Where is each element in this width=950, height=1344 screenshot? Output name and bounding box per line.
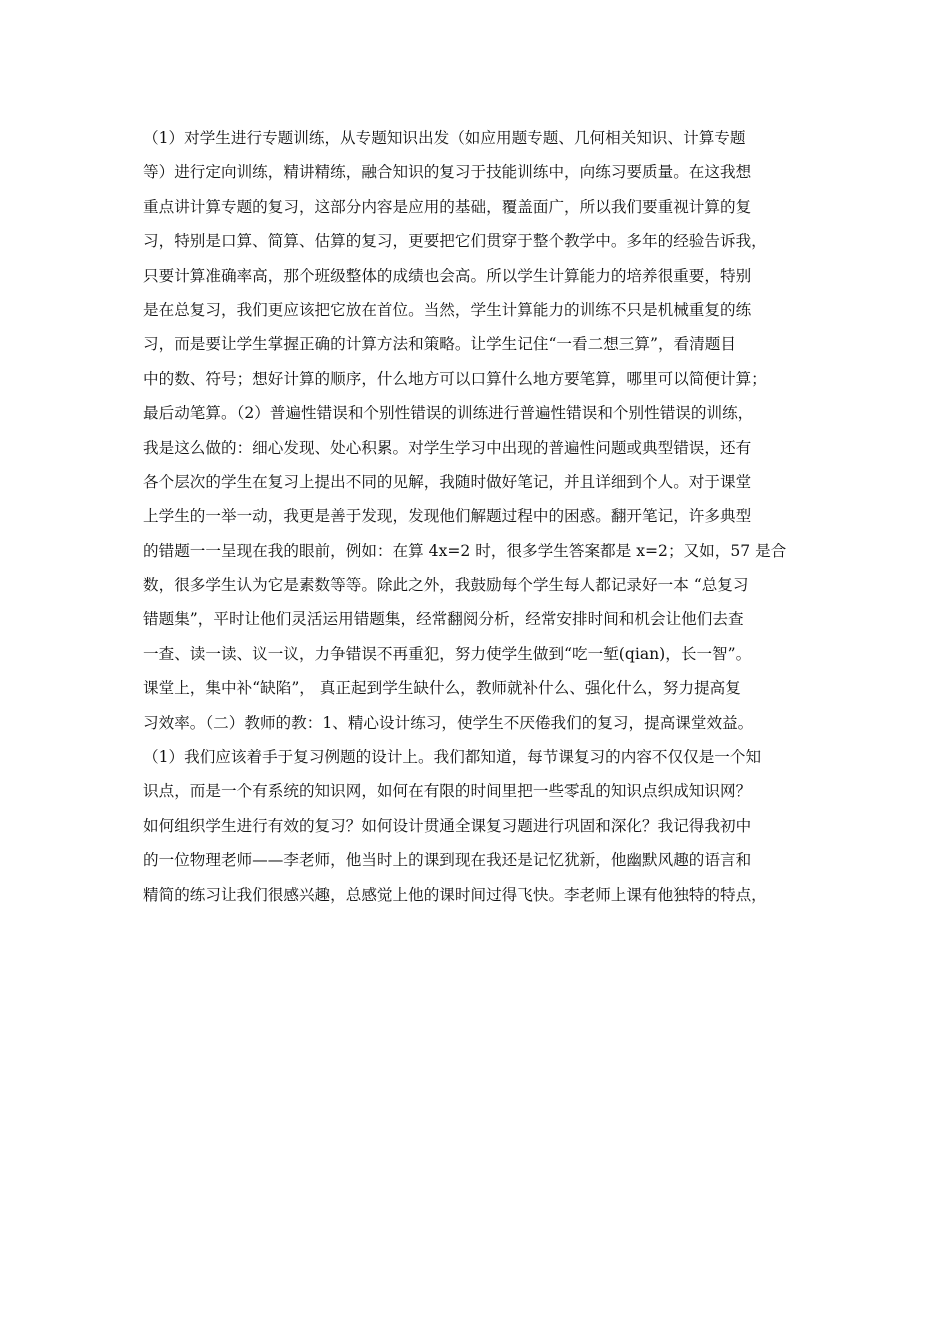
text-line: 等）进行定向训练，精讲精练，融合知识的复习于技能训练中，向练习要质量。在这我想 (143, 163, 752, 182)
text-line: 的错题一一呈现在我的眼前，例如：在算 4x=2 时，很多学生答案都是 x=2；又如，57 是合 (143, 541, 787, 560)
text-line: 我是这么做的：细心发现、处心积累。对学生学习中出现的普遍性问题或典型错误，还有 (143, 438, 752, 457)
text-line: 是在总复习，我们更应该把它放在首位。当然，学生计算能力的训练不只是机械重复的练 (143, 300, 752, 319)
text-line: 的一位物理老师——李老师，他当时上的课到现在我还是记忆犹新，他幽默风趣的语言和 (143, 851, 752, 870)
text-line: 习，特别是口算、简算、估算的复习，更要把它们贯穿于整个教学中。多年的经验告诉我， (143, 232, 767, 251)
text-line: 各个层次的学生在复习上提出不同的见解，我随时做好笔记，并且详细到个人。对于课堂 (143, 472, 752, 491)
text-line: 只要计算准确率高，那个班级整体的成绩也会高。所以学生计算能力的培养很重要，特别 (143, 266, 752, 285)
text-line: 一查、读一读、议一议，力争错误不再重犯，努力使学生做到“吃一堑(qian)，长一智”。 (143, 644, 752, 663)
text-line: 如何组织学生进行有效的复习？如何设计贯通全课复习题进行巩固和深化？我记得我初中 (143, 816, 752, 835)
text-line: 数，很多学生认为它是素数等等。除此之外，我鼓励每个学生每人都记录好一本 “总复习 (143, 576, 749, 595)
text-line: （1）对学生进行专题训练，从专题知识出发（如应用题专题、几何相关知识、计算专题 (143, 129, 746, 147)
text-line: 上学生的一举一动，我更是善于发现，发现他们解题过程中的困惑。翻开笔记，许多典型 (143, 507, 752, 526)
text-line: 错题集”，平时让他们灵活运用错题集，经常翻阅分析，经常安排时间和机会让他们去查 (143, 610, 744, 629)
body-text (143, 121, 813, 912)
text-line: 习，而是要让学生掌握正确的计算方法和策略。让学生记住“一看二想三算”，看清题目 (143, 335, 736, 354)
text-line: 重点讲计算专题的复习，这部分内容是应用的基础，覆盖面广，所以我们要重视计算的复 (143, 197, 752, 216)
text-line: 习效率。（二）教师的教：1、精心设计练习，使学生不厌倦我们的复习，提高课堂效益。 (143, 713, 754, 732)
text-line: 课堂上，集中补“缺陷”， 真正起到学生缺什么，教师就补什么、强化什么，努力提高复 (143, 679, 741, 698)
text-line: 中的数、符号；想好计算的顺序，什么地方可以口算什么地方要笔算，哪里可以简便计算； (143, 369, 767, 388)
text-line: （1）我们应该着手于复习例题的设计上。我们都知道，每节课复习的内容不仅仅是一个知 (143, 748, 762, 767)
text-line: 识点，而是一个有系统的知识网，如何在有限的时间里把一些零乱的知识点织成知识网？ (143, 782, 752, 801)
text-line: 精简的练习让我们很感兴趣，总感觉上他的课时间过得飞快。李老师上课有他独特的特点， (143, 885, 767, 904)
text-line: 最后动笔算。（2）普遍性错误和个别性错误的训练进行普遍性错误和个别性错误的训练， (143, 404, 754, 423)
